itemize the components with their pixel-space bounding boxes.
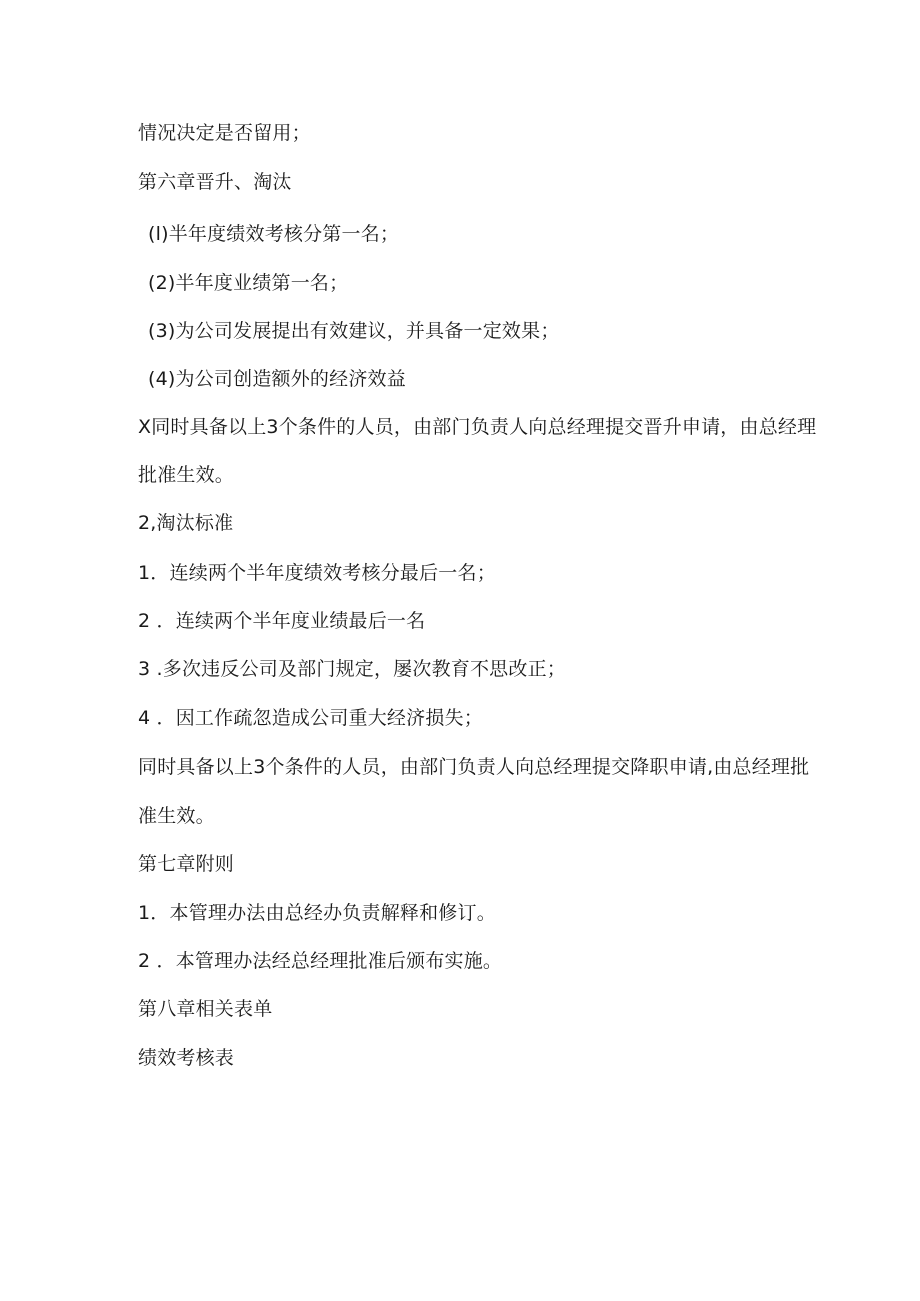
list-item: 2 ．本管理办法经总经理批准后颁布实施。 (138, 950, 503, 972)
text-line: 同时具备以上3个条件的人员，由部门负责人向总经理提交降职申请,由总经理批 (138, 756, 810, 778)
list-item: (2)半年度业绩第一名； (148, 272, 349, 294)
list-item: 4 ．因工作疏忽造成公司重大经济损失； (138, 707, 483, 729)
text-line: 情况决定是否留用； (138, 122, 311, 144)
section-heading: 2,淘汰标准 (138, 512, 234, 534)
text-line: 准生效。 (138, 805, 215, 827)
text-line: X同时具备以上3个条件的人员，由部门负责人向总经理提交晋升申请，由总经理 (138, 416, 817, 438)
chapter-heading: 第六章晋升、淘汰 (138, 171, 292, 193)
list-item: 1．本管理办法由总经办负责解释和修订。 (138, 902, 496, 924)
chapter-heading: 第七章附则 (138, 853, 235, 875)
list-item: 1．连续两个半年度绩效考核分最后一名； (138, 562, 496, 584)
list-item: (3)为公司发展提出有效建议，并具备一定效果； (148, 320, 560, 342)
chapter-heading: 第八章相关表单 (138, 998, 273, 1020)
list-item: 2 ．连续两个半年度业绩最后一名 (138, 610, 426, 632)
text-line: 绩效考核表 (138, 1047, 235, 1069)
list-item: 3 .多次违反公司及部门规定，屡次教育不思改正； (138, 658, 566, 680)
list-item: (4)为公司创造额外的经济效益 (148, 368, 406, 390)
text-line: 批准生效。 (138, 464, 235, 486)
list-item: (l)半年度绩效考核分第一名； (148, 223, 400, 245)
